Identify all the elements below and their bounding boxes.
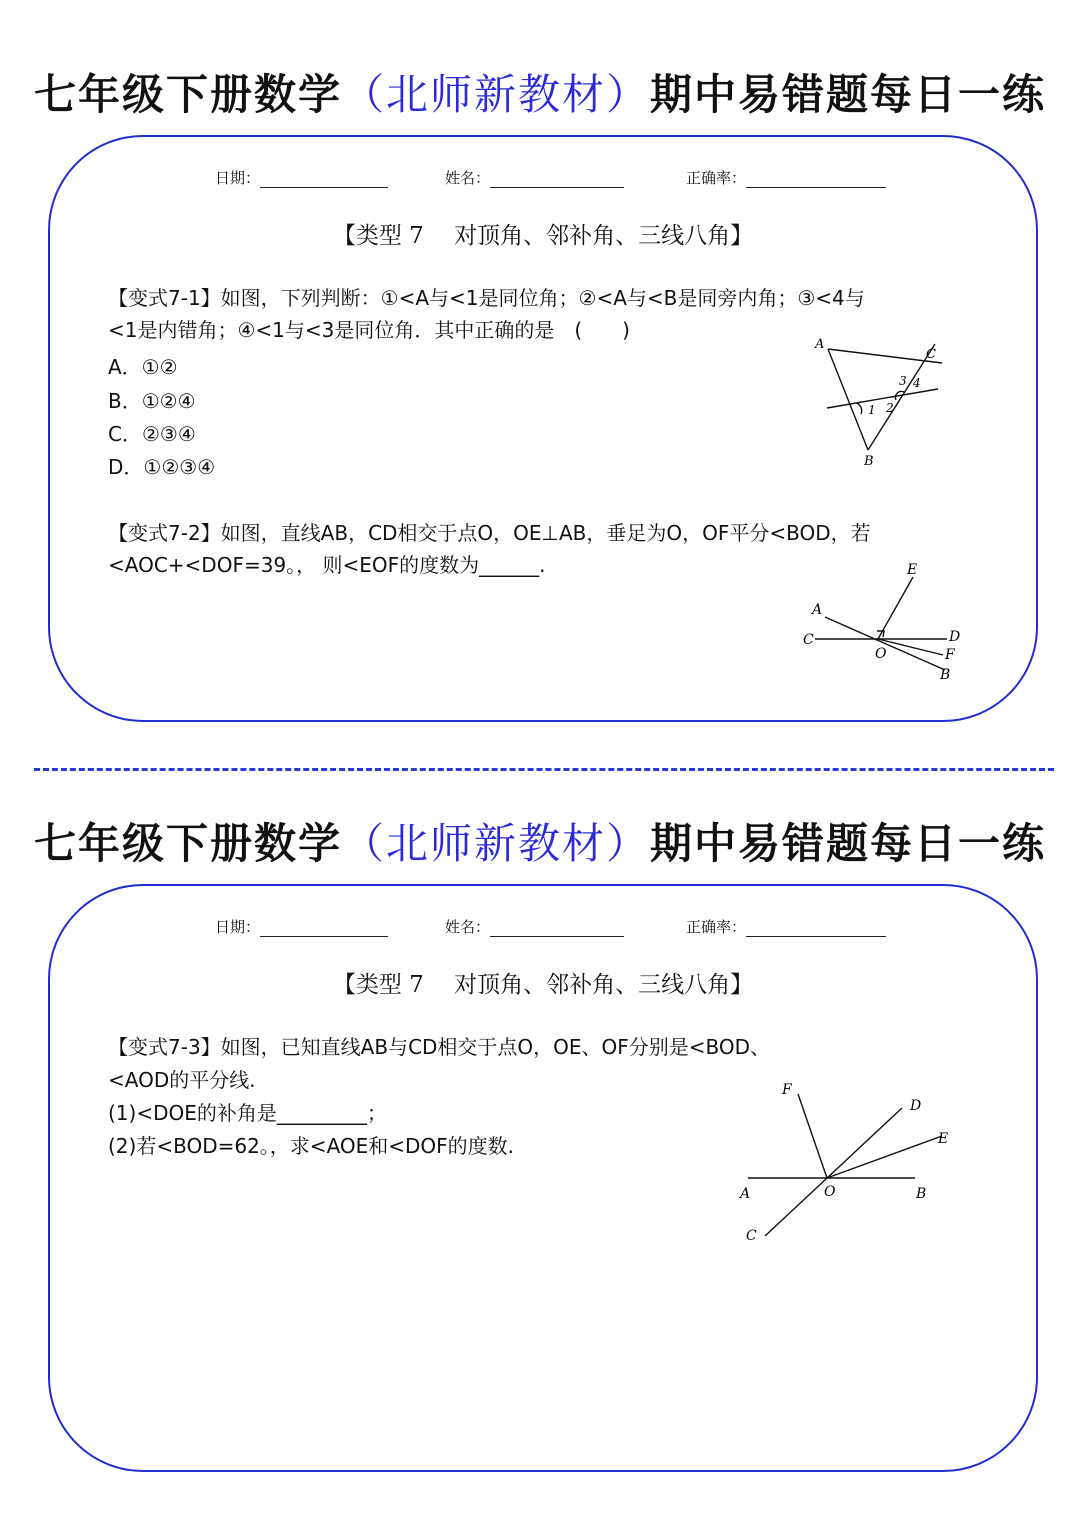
- rate-field: [686, 167, 886, 188]
- figure-3: [730, 1076, 970, 1256]
- sheet2-title-blue: （北师新教材）: [341, 819, 650, 868]
- q2-line1: 【变式7-2】如图，直线AB，CD相交于点O，OE⊥AB，垂足为O，OF平分<BOD，若: [108, 521, 871, 545]
- rate-label: 正确率：: [686, 169, 747, 187]
- figure-1: [810, 332, 960, 472]
- fig3-ray-of: [798, 1094, 827, 1178]
- fig1-label-a: A: [815, 337, 825, 352]
- name-blank[interactable]: [490, 173, 624, 188]
- option-d[interactable]: D．①②③④: [108, 455, 216, 479]
- fig1-label-b: B: [864, 454, 874, 469]
- fig3-label-f: F: [782, 1082, 792, 1098]
- rate-label: 正确率：: [686, 918, 747, 936]
- fig3-label-o: O: [824, 1184, 836, 1200]
- fig2-label-d: D: [949, 629, 961, 645]
- fig2-label-c: C: [803, 632, 814, 648]
- fig3-ray-oe: [827, 1136, 942, 1178]
- fig2-label-a: A: [812, 602, 823, 618]
- option-c[interactable]: C．②③④: [108, 422, 196, 446]
- fig2-label-e-text: E: [907, 562, 918, 578]
- sheet1-title: [0, 62, 1080, 122]
- fig3-label-b: B: [916, 1186, 927, 1202]
- rate-blank[interactable]: [746, 922, 886, 937]
- rate-blank[interactable]: [746, 173, 886, 188]
- sheet1-title-pre: 七年级下册数学: [33, 70, 342, 119]
- date-field: [215, 916, 388, 937]
- fig1-label-3: 3: [899, 374, 907, 388]
- sheet2-title-pre: 七年级下册数学: [33, 819, 342, 868]
- fig3-line-cd: [765, 1108, 902, 1236]
- date-label: 日期：: [215, 918, 261, 936]
- name-field: [445, 916, 624, 937]
- sheet2-title-post: 期中易错题每日一练: [650, 819, 1047, 868]
- fig1-line-cb: [868, 344, 935, 450]
- rate-field: [686, 916, 886, 937]
- fig2-line-ab: [825, 617, 945, 670]
- fig3-label-d: D: [910, 1098, 922, 1114]
- fig2-ray-oe: [878, 577, 913, 639]
- fig3-label-e: E: [938, 1131, 949, 1147]
- q3-line4: (2)若<BOD=62。，求<AOE和<DOF的度数.: [108, 1134, 515, 1158]
- fig1-label-c: C: [926, 347, 936, 362]
- q3-line2: <AOD的平分线.: [108, 1068, 256, 1092]
- fig1-transversal: [827, 389, 938, 408]
- fig3-label-c: C: [746, 1228, 757, 1244]
- sheet2-title: [0, 811, 1080, 871]
- q3-line1: 【变式7-3】如图，已知直线AB与CD相交于点O，OE、OF分别是<BOD、: [108, 1035, 771, 1059]
- fig2-label-o: O: [875, 646, 887, 662]
- fig1-label-1: 1: [868, 403, 876, 417]
- q2-line2: <AOC+<DOF=39。， 则<EOF的度数为______.: [108, 553, 546, 577]
- name-label: 姓名：: [445, 169, 491, 187]
- fig2-label-b: B: [940, 667, 951, 683]
- fig1-angle1-arc: [856, 403, 862, 414]
- sheet1-card: [48, 135, 1038, 722]
- fig2-label-f: F: [945, 647, 955, 663]
- name-field: [445, 167, 624, 188]
- fig1-label-2: 2: [886, 401, 894, 415]
- option-a[interactable]: A．①②: [108, 355, 178, 379]
- fig3-label-a: A: [740, 1186, 751, 1202]
- date-blank[interactable]: [260, 922, 388, 937]
- cut-line: [34, 768, 1054, 771]
- fig1-label-4: 4: [913, 376, 921, 390]
- sheet2-card: [48, 884, 1038, 1472]
- name-label: 姓名：: [445, 918, 491, 936]
- q1-line1: 【变式7-1】如图，下列判断：①<A与<1是同位角；②<A与<B是同旁内角；③<4与: [108, 286, 865, 310]
- date-blank[interactable]: [260, 173, 388, 188]
- sheet1-title-blue: （北师新教材）: [341, 70, 650, 119]
- q3-line3: (1)<DOE的补角是_________；: [108, 1101, 387, 1125]
- fig2-ray-of: [878, 639, 943, 655]
- type-heading: 【类型 7 对顶角、邻补角、三线八角】: [332, 972, 754, 998]
- name-blank[interactable]: [490, 922, 624, 937]
- date-label: 日期：: [215, 169, 261, 187]
- q1-line2: <1是内错角；④<1与<3是同位角．其中正确的是 ( ): [108, 318, 630, 342]
- figure-2: [795, 557, 975, 687]
- type-heading: 【类型 7 对顶角、邻补角、三线八角】: [332, 223, 754, 249]
- sheet1-title-post: 期中易错题每日一练: [650, 70, 1047, 119]
- date-field: [215, 167, 388, 188]
- option-b[interactable]: B．①②④: [108, 389, 196, 413]
- fig1-line-ab: [828, 349, 868, 450]
